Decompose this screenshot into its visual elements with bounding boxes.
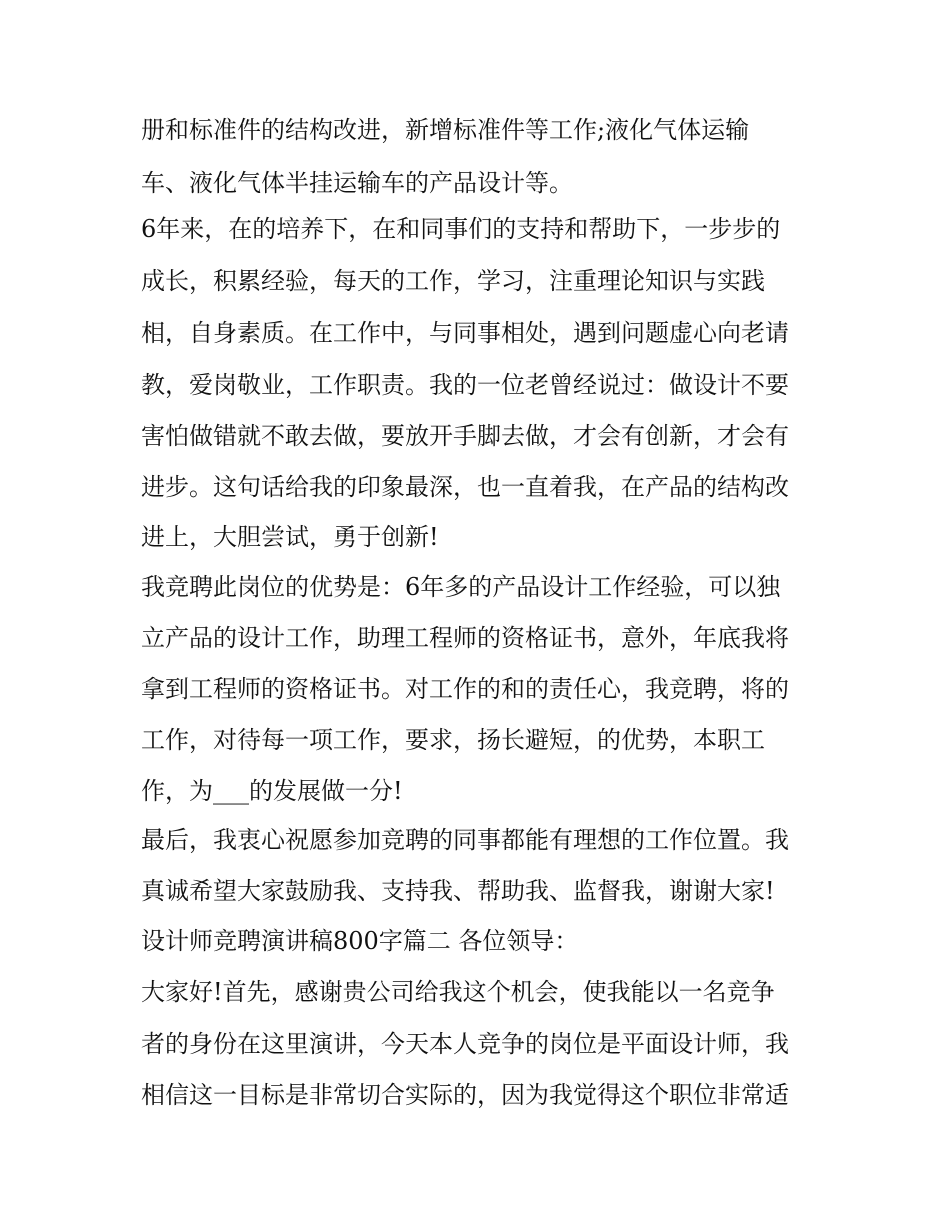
text-line-13: 工作，对待每一项工作，要求，扬长避短，的优势，本职工	[141, 726, 765, 754]
text-line-18: 大家好!首先，感谢贵公司给我这个机会，使我能以一名竞争	[141, 978, 775, 1006]
text-line-19: 者的身份在这里演讲，今天本人竞争的岗位是平面设计师，我	[141, 1030, 789, 1058]
text-line-12: 拿到工程师的资格证书。对工作的和的责任心，我竞聘，将的	[141, 675, 789, 703]
text-line-7: 害怕做错就不敢去做，要放开手脚去做，才会有创新，才会有	[141, 422, 789, 450]
text-line-9: 进上，大胆尝试，勇于创新!	[141, 523, 439, 551]
text-line-10: 我竞聘此岗位的优势是：6年多的产品设计工作经验，可以独	[141, 573, 781, 601]
text-line-15: 最后，我衷心祝愿参加竞聘的同事都能有理想的工作位置。我	[141, 826, 789, 854]
text-line-16: 真诚希望大家鼓励我、支持我、帮助我、监督我，谢谢大家!	[141, 877, 775, 905]
text-line-17: 设计师竞聘演讲稿800字篇二 各位领导：	[141, 927, 579, 955]
text-line-5: 相，自身素质。在工作中，与同事相处，遇到问题虚心向老请	[141, 319, 789, 347]
text-line-3: 6年来，在的培养下，在和同事们的支持和帮助下，一步步的	[141, 215, 781, 243]
text-line-20: 相信这一目标是非常切合实际的，因为我觉得这个职位非常适	[141, 1081, 789, 1109]
text-line-2: 车、液化气体半挂运输车的产品设计等。	[141, 169, 573, 197]
text-line-14: 作，为___的发展做一分!	[141, 777, 403, 805]
text-line-1: 册和标准件的结构改进，新增标准件等工作;液化气体运输	[141, 116, 750, 144]
text-line-4: 成长，积累经验，每天的工作，学习，注重理论知识与实践	[141, 267, 765, 295]
text-line-6: 教，爱岗敬业，工作职责。我的一位老曾经说过：做设计不要	[141, 371, 789, 399]
text-line-8: 进步。这句话给我的印象最深，也一直着我，在产品的结构改	[141, 473, 789, 501]
text-line-11: 立产品的设计工作，助理工程师的资格证书，意外，年底我将	[141, 624, 789, 652]
